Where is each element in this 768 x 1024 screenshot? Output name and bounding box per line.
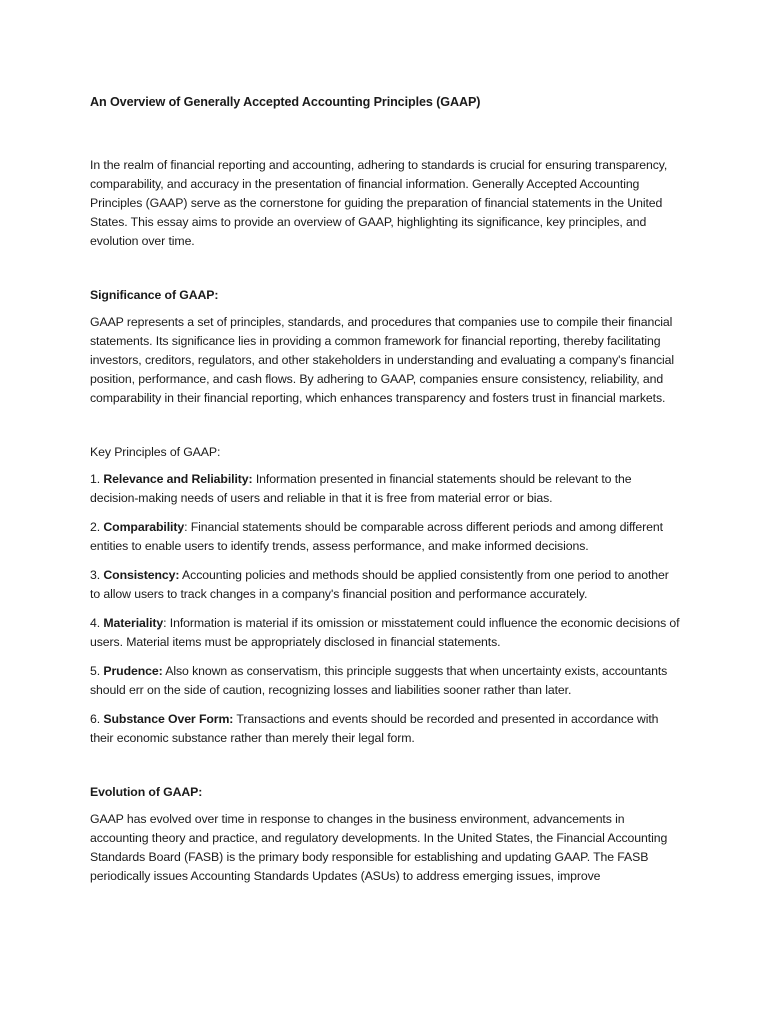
key-principles-heading: Key Principles of GAAP: — [90, 445, 221, 459]
significance-heading: Significance of GAAP: — [90, 288, 219, 302]
principle-text: Information presented in financial statements should be relevant to the decision-making needs of users and reliable in that it is free from material error or bias. — [90, 472, 632, 505]
principle-name: Materiality — [103, 616, 164, 630]
principle-item — [90, 566, 680, 604]
principle-text: Accounting policies and methods should be applied consistently from one period to another to allow users to track changes in a company's financial position and performance accurately. — [90, 568, 669, 601]
principle-text: : Information is material if its omission or misstatement could influence the economic decisions of users. Material items must be appropriately disclosed in financial statements. — [90, 616, 680, 649]
principle-number: 2. — [90, 520, 101, 534]
principle-name: Consistency: — [103, 568, 180, 582]
principle-item — [90, 470, 680, 508]
evolution-heading: Evolution of GAAP: — [90, 785, 203, 799]
significance-paragraph: GAAP represents a set of principles, standards, and procedures that companies use to compile their financial statements. Its significance lies in providing a common framework for financial reporting, thereby facilitating investors, creditors, regulators, and other stakeholders in understanding and evaluating a company's financial position, performance, and cash flows. By adhering to GAAP, companies ensure consistency, reliability, and comparability in their financial reporting, which enhances transparency and fosters trust in financial markets. — [90, 315, 674, 405]
intro-paragraph: In the realm of financial reporting and accounting, adhering to standards is crucial for ensuring transparency, comparability, and accuracy in the presentation of financial information. Generally Accepted Accounting Principles (GAAP) serve as the cornerstone for guiding the preparation of financial statements in the United States. This essay aims to provide an overview of GAAP, highlighting its significance, key principles, and evolution over time. — [90, 158, 668, 248]
principle-text: Transactions and events should be recorded and presented in accordance with their economic substance rather than merely their legal form. — [90, 712, 659, 745]
principle-number: 5. — [90, 664, 101, 678]
principle-name: Comparability — [103, 520, 185, 534]
principle-name: Prudence: — [103, 664, 163, 678]
evolution-paragraph: GAAP has evolved over time in response to changes in the business environment, advancements in accounting theory and practice, and regulatory developments. In the United States, the Financial Accounting Standards Board (FASB) is the primary body responsible for establishing and updating GAAP. The FASB periodically issues Accounting Standards Updates (ASUs) to address emerging issues, improve — [90, 812, 668, 883]
document-body — [90, 93, 680, 886]
principle-name: Relevance and Reliability: — [103, 472, 253, 486]
principle-number: 4. — [90, 616, 101, 630]
document-title: An Overview of Generally Accepted Accounting Principles (GAAP) — [90, 95, 481, 109]
principle-number: 3. — [90, 568, 101, 582]
principle-number: 6. — [90, 712, 101, 726]
principle-name: Substance Over Form: — [103, 712, 234, 726]
principle-item — [90, 518, 680, 556]
principle-number: 1. — [90, 472, 101, 486]
principle-text: : Financial statements should be comparable across different periods and among different entities to enable users to identify trends, assess performance, and make informed decisions. — [90, 520, 663, 553]
principle-item — [90, 710, 680, 748]
principles-list — [90, 470, 680, 748]
principle-text: Also known as conservatism, this principle suggests that when uncertainty exists, accountants should err on the side of caution, recognizing losses and liabilities sooner rather than later. — [90, 664, 668, 697]
principle-item — [90, 614, 680, 652]
principle-item — [90, 662, 680, 700]
